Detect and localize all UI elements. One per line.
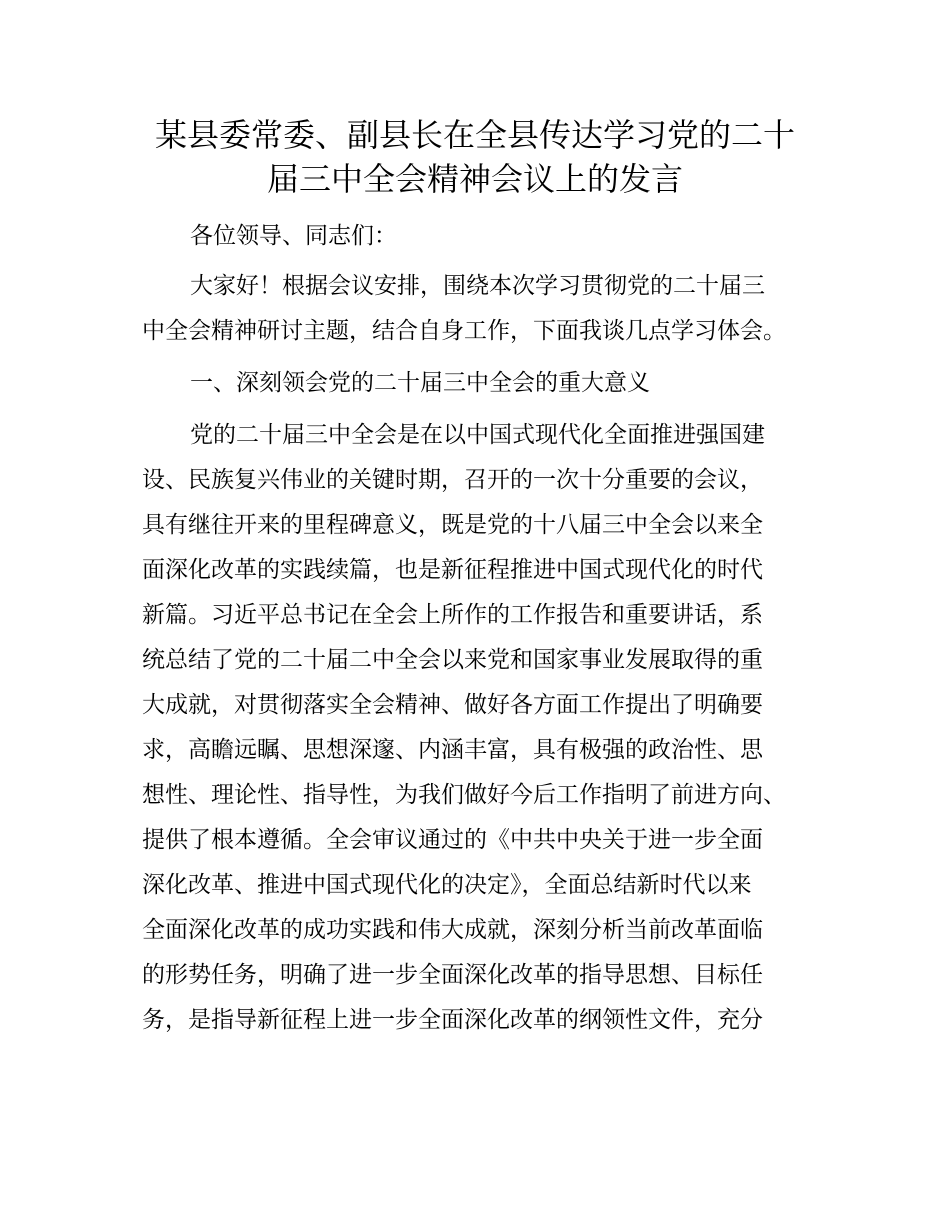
body-line: 统总结了党的二十届二中全会以来党和国家事业发展取得的重: [142, 647, 763, 673]
body-line: 具有继往开来的里程碑意义，既是党的十八届三中全会以来全: [142, 512, 763, 538]
intro-line: 中全会精神研讨主题，结合自身工作，下面我谈几点学习体会。: [142, 318, 786, 344]
body-line: 的形势任务，明确了进一步全面深化改革的指导思想、目标任: [142, 962, 763, 988]
body-line: 求，高瞻远瞩、思想深邃、内涵丰富，具有极强的政治性、思: [142, 737, 763, 763]
body-line: 党的二十届三中全会是在以中国式现代化全面推进强国建: [190, 422, 765, 448]
body-line: 提供了根本遵循。全会审议通过的《中共中央关于进一步全面: [142, 827, 763, 853]
body-line: 深化改革、推进中国式现代化的决定》，全面总结新时代以来: [142, 872, 752, 898]
body-line: 大成就，对贯彻落实全会精神、做好各方面工作提出了明确要: [142, 692, 763, 718]
body-line: 想性、理论性、指导性，为我们做好今后工作指明了前进方向、: [142, 782, 786, 808]
body-line: 新篇。习近平总书记在全会上所作的工作报告和重要讲话，系: [142, 602, 763, 628]
body-line: 全面深化改革的成功实践和伟大成就，深刻分析当前改革面临: [142, 917, 763, 943]
intro-line: 大家好！根据会议安排，围绕本次学习贯彻党的二十届三: [190, 273, 765, 299]
body-line: 务，是指导新征程上进一步全面深化改革的纲领性文件，充分: [142, 1007, 763, 1033]
body-line: 设、民族复兴伟业的关键时期，召开的一次十分重要的会议，: [142, 467, 763, 493]
body-line: 面深化改革的实践续篇，也是新征程推进中国式现代化的时代: [142, 557, 763, 583]
salutation: 各位领导、同志们：: [190, 223, 397, 249]
document-title-line-1: 某县委常委、副县长在全县传达学习党的二十: [154, 116, 795, 154]
section-heading: 一、深刻领会党的二十届三中全会的重大意义: [190, 370, 650, 396]
document-title-line-2: 届三中全会精神会议上的发言: [266, 160, 683, 198]
